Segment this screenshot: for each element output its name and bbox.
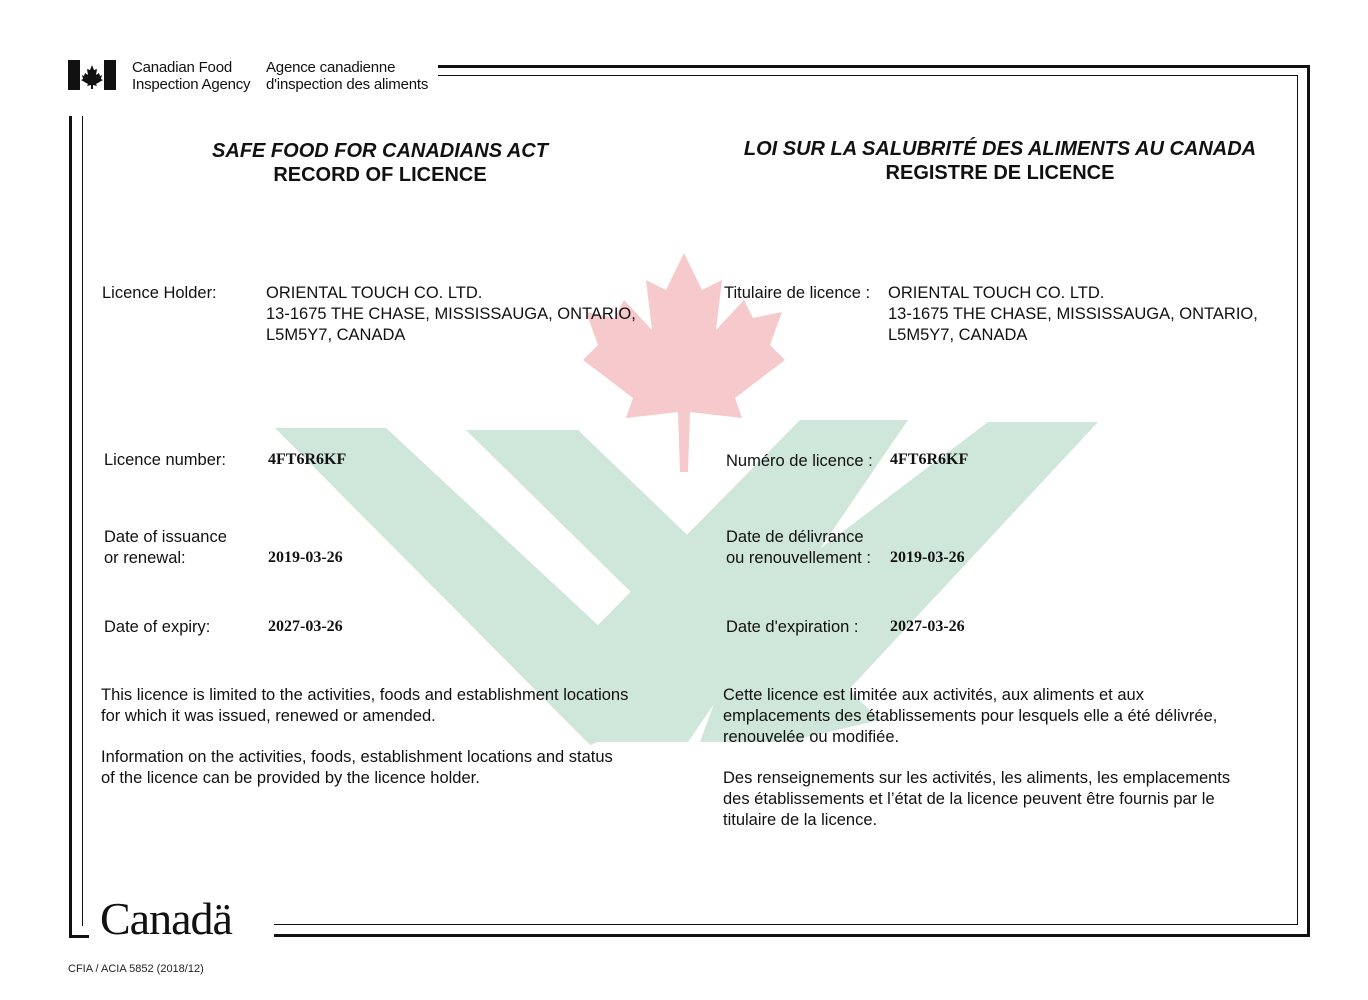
holder-value-fr [888, 283, 1258, 346]
title-block-fr [700, 138, 1300, 185]
act-title-en: SAFE FOOD FOR CANADIANS ACT [212, 140, 548, 162]
canada-wordmark: Canadä [100, 893, 232, 944]
para-line: This licence is limited to the activities, foods and establishment locations [101, 686, 629, 704]
agency-en-line1: Canadian Food [132, 59, 232, 76]
para-line: Information on the activities, foods, establishment locations and status [101, 748, 613, 766]
holder-label-fr: Titulaire de licence : [724, 284, 871, 302]
para-line: emplacements des établissements pour lesquels elle a été délivrée, [723, 707, 1218, 725]
limitation-paragraph-en [101, 685, 701, 727]
record-title-en: RECORD OF LICENCE [273, 164, 487, 186]
act-title-fr: LOI SUR LA SALUBRITÉ DES ALIMENTS AU CANADA [743, 138, 1257, 160]
issue-label-en [104, 527, 227, 569]
canada-flag-icon [68, 60, 116, 90]
limitation-paragraph-fr [723, 685, 1293, 748]
expiry-label-en: Date of expiry: [104, 618, 211, 636]
holder-line: ORIENTAL TOUCH CO. LTD. [888, 284, 1105, 302]
agency-fr-line2: d'inspection des aliments [266, 76, 429, 93]
para-line: renouvelée ou modifiée. [723, 728, 900, 746]
record-title-fr: REGISTRE DE LICENCE [885, 162, 1115, 184]
issue-label-line: Date of issuance [104, 528, 227, 546]
para-line: Des renseignements sur les activités, les aliments, les emplacements [723, 769, 1231, 787]
holder-line: L5M5Y7, CANADA [266, 326, 406, 344]
issue-label-line: Date de délivrance [726, 528, 864, 546]
information-paragraph-fr [723, 768, 1293, 831]
title-block-en [180, 140, 580, 187]
issue-label-fr [726, 527, 871, 569]
agency-fr-line1: Agence canadienne [266, 59, 396, 76]
para-line: Cette licence est limitée aux activités, aux aliments et aux [723, 686, 1144, 704]
expiry-date-en: 2027-03-26 [268, 618, 343, 635]
licence-number-label-en: Licence number: [104, 451, 226, 469]
expiry-label-fr: Date d'expiration : [726, 618, 859, 636]
agency-name-fr [266, 59, 428, 93]
agency-en-line2: Inspection Agency [132, 76, 251, 93]
para-line: des établissements et l’état de la licence peuvent être fournis par le [723, 790, 1215, 808]
licence-number-label-fr: Numéro de licence : [726, 452, 873, 470]
holder-line: 13-1675 THE CHASE, MISSISSAUGA, ONTARIO, [888, 305, 1258, 323]
issue-label-line: ou renouvellement : [726, 549, 871, 567]
form-number: CFIA / ACIA 5852 (2018/12) [68, 963, 204, 975]
holder-line: L5M5Y7, CANADA [888, 326, 1028, 344]
holder-line: 13-1675 THE CHASE, MISSISSAUGA, ONTARIO, [266, 305, 636, 323]
information-paragraph-en [101, 747, 701, 789]
issue-date-en: 2019-03-26 [268, 549, 343, 566]
agency-name-en [132, 59, 250, 93]
issue-label-line: or renewal: [104, 549, 186, 567]
holder-value-en [266, 283, 636, 346]
holder-label-en: Licence Holder: [102, 284, 217, 302]
expiry-date-fr: 2027-03-26 [890, 618, 965, 635]
licence-number-value-fr: 4FT6R6KF [890, 451, 969, 468]
para-line: of the licence can be provided by the licence holder. [101, 769, 480, 787]
issue-date-fr: 2019-03-26 [890, 549, 965, 566]
para-line: titulaire de la licence. [723, 811, 878, 829]
holder-line: ORIENTAL TOUCH CO. LTD. [266, 284, 483, 302]
para-line: for which it was issued, renewed or amended. [101, 707, 436, 725]
licence-number-value-en: 4FT6R6KF [268, 451, 347, 468]
